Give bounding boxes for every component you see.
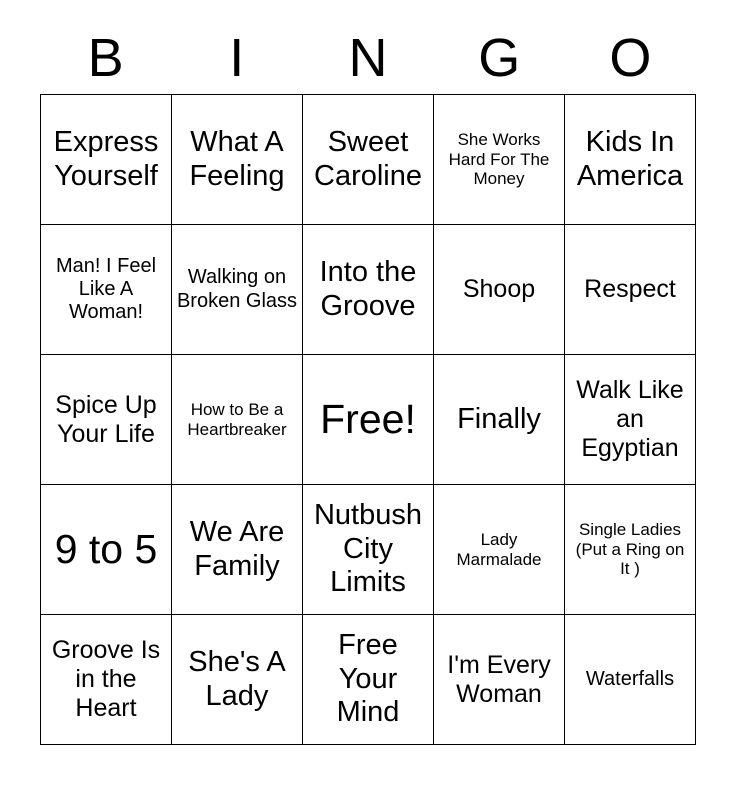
bingo-cell[interactable] — [434, 485, 565, 615]
bingo-cell[interactable] — [41, 95, 172, 225]
bingo-cell-label: Single Ladies (Put a Ring on It ) — [575, 519, 685, 579]
bingo-cell-label: Man! I Feel Like A Woman! — [55, 254, 157, 324]
bingo-cell[interactable] — [565, 355, 696, 485]
table-row — [41, 615, 696, 745]
bingo-cell[interactable] — [303, 225, 434, 355]
bingo-cell-label: Lady Marmalade — [456, 529, 542, 569]
bingo-cell[interactable] — [434, 95, 565, 225]
bingo-cell[interactable] — [41, 225, 172, 355]
bingo-cell-label: Into the Groove — [319, 255, 417, 322]
bingo-cell-label: Nutbush City Limits — [313, 499, 422, 599]
bingo-cell[interactable] — [172, 95, 303, 225]
table-row — [41, 95, 696, 225]
bingo-cell[interactable] — [172, 615, 303, 745]
table-row — [41, 355, 696, 485]
bingo-grid — [40, 94, 696, 745]
bingo-cell-label: Walking on Broken Glass — [176, 266, 298, 312]
header-letter-n: N — [348, 28, 388, 88]
bingo-cell[interactable] — [434, 355, 565, 485]
bingo-cell[interactable] — [434, 225, 565, 355]
bingo-cell-label: She Works Hard For The Money — [448, 129, 550, 189]
bingo-cell-label: Shoop — [462, 275, 536, 303]
bingo-cell[interactable] — [303, 615, 434, 745]
bingo-cell-free[interactable] — [303, 355, 434, 485]
bingo-cell-label: Express Yourself — [53, 125, 159, 192]
bingo-cell[interactable] — [434, 615, 565, 745]
bingo-cell[interactable] — [172, 355, 303, 485]
bingo-cell-label: Finally — [457, 402, 541, 435]
bingo-cell-label: Free! — [320, 395, 416, 442]
bingo-cell-label: Walk Like an Egyptian — [576, 376, 684, 462]
header-letter-b: B — [87, 28, 124, 88]
header-letter-o: O — [609, 28, 652, 88]
bingo-cell-label: She's A Lady — [188, 645, 286, 712]
bingo-cell-label: Respect — [584, 275, 676, 303]
bingo-cell-label: 9 to 5 — [54, 525, 158, 572]
bingo-cell[interactable] — [41, 485, 172, 615]
bingo-cell-label: Free Your Mind — [336, 629, 400, 729]
bingo-cell[interactable] — [565, 225, 696, 355]
bingo-cell-label: I'm Every Woman — [447, 650, 551, 708]
bingo-cell-label: Spice Up Your Life — [55, 390, 157, 448]
bingo-cell-label: Sweet Caroline — [314, 125, 422, 192]
bingo-header — [40, 0, 696, 94]
bingo-cell[interactable] — [41, 615, 172, 745]
bingo-cell-label: How to Be a Heartbreaker — [187, 399, 287, 439]
bingo-cell[interactable] — [303, 95, 434, 225]
bingo-cell-label: Kids In America — [576, 125, 684, 192]
bingo-cell-label: Waterfalls — [585, 667, 675, 690]
table-row — [41, 225, 696, 355]
bingo-cell[interactable] — [303, 485, 434, 615]
bingo-cell-label: What A Feeling — [189, 125, 285, 192]
bingo-cell[interactable] — [172, 225, 303, 355]
header-letter-i: I — [229, 28, 245, 88]
header-letter-g: G — [478, 28, 521, 88]
table-row — [41, 485, 696, 615]
bingo-cell[interactable] — [565, 485, 696, 615]
bingo-cell[interactable] — [565, 615, 696, 745]
bingo-cell[interactable] — [41, 355, 172, 485]
bingo-cell-label: We Are Family — [189, 515, 285, 582]
bingo-cell[interactable] — [172, 485, 303, 615]
bingo-cell[interactable] — [565, 95, 696, 225]
bingo-cell-label: Groove Is in the Heart — [51, 636, 161, 722]
